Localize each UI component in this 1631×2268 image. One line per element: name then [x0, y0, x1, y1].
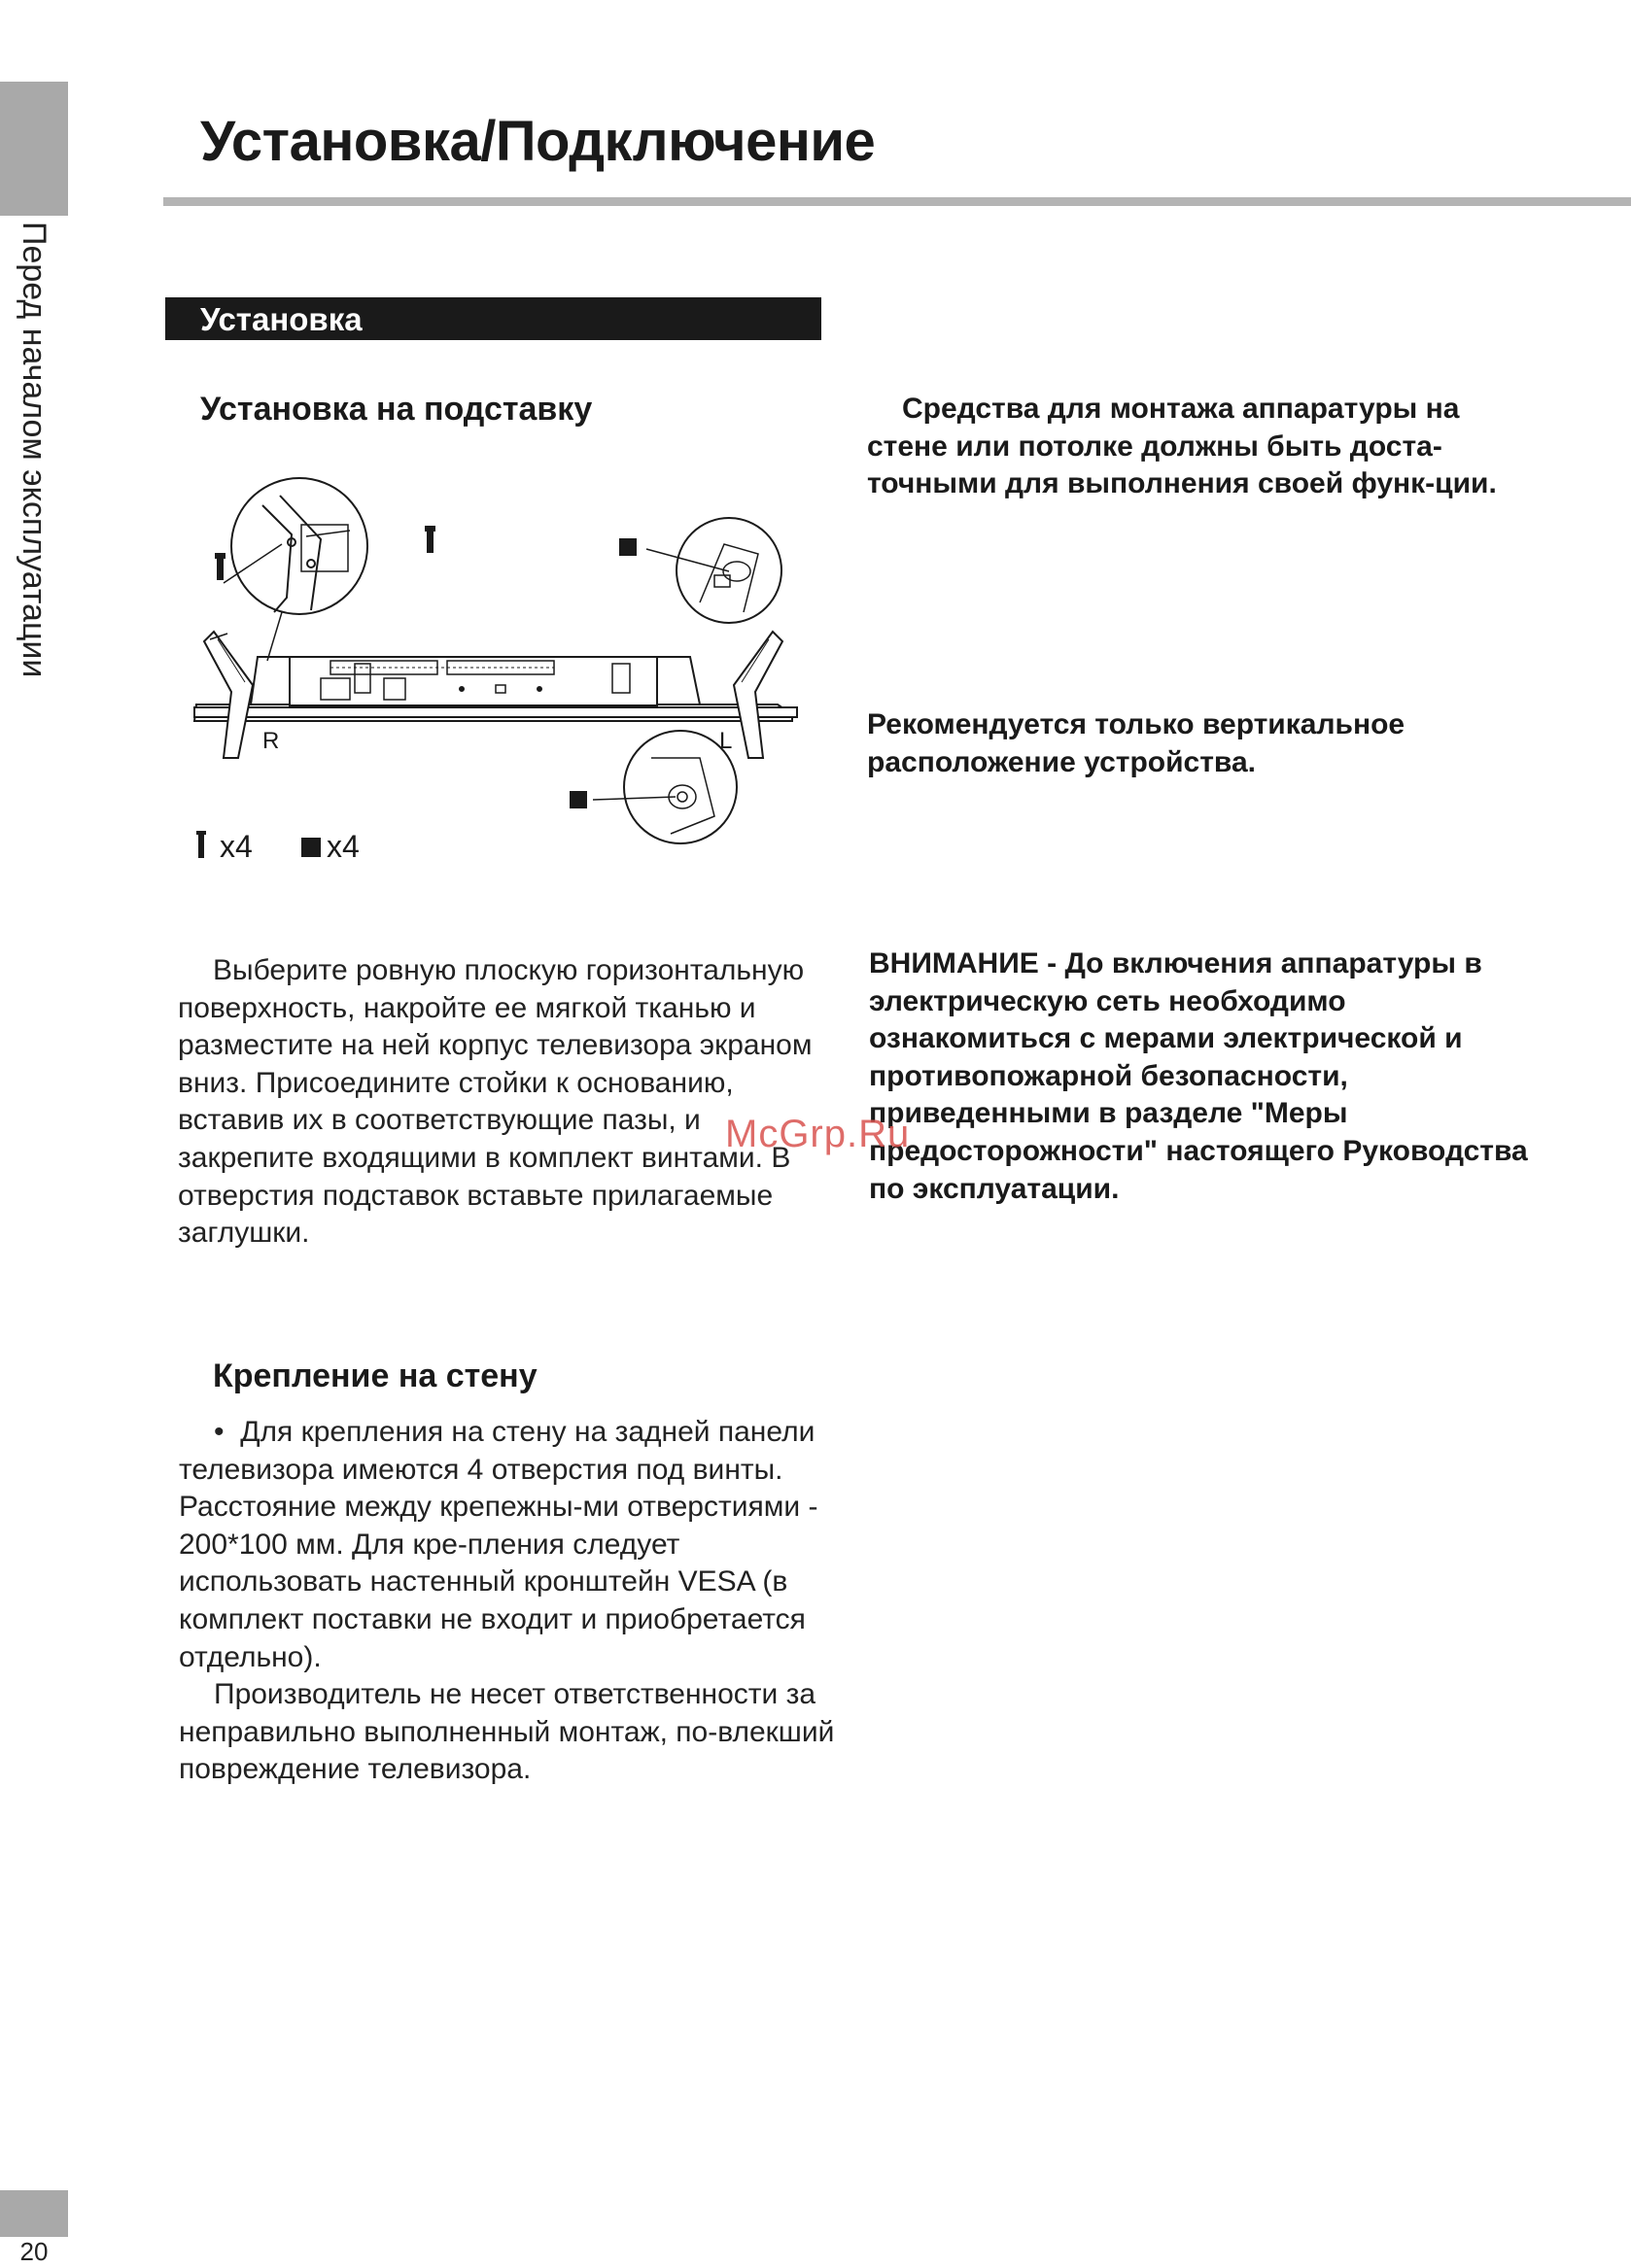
page-title: Установка/Подключение — [200, 110, 876, 173]
stand-instructions — [178, 952, 839, 1253]
page-number-marker — [0, 2190, 68, 2237]
zoom-detail-screws — [224, 478, 367, 661]
note-warning-text: ВНИМАНИЕ - До включения аппаратуры в электрическую сеть необходимо ознакомиться с мерами электрической и противопожарной безопасности, приведенными в разделе "Меры предосторожности" настоящего Руководства по эксплуатации. — [869, 947, 1528, 1205]
wall-heading: Крепление на стену — [213, 1357, 538, 1394]
screw-count: x4 — [220, 829, 253, 864]
note-mounting-text: Средства для монтажа аппаратуры на стене или потолке должны быть доста-точными для выполнения своей функ-ции. — [867, 393, 1497, 500]
page-number: 20 — [19, 2237, 49, 2266]
zoom-detail-cap-bottom — [570, 731, 737, 843]
note-vertical-text: Рекомендуется только вертикальное расположение устройства. — [867, 708, 1405, 778]
section-label: Установка — [200, 301, 363, 337]
cap-legend-icon — [301, 838, 321, 857]
cap-count: x4 — [327, 829, 360, 864]
note-warning — [869, 945, 1530, 1208]
section-bar — [165, 297, 821, 340]
zoom-detail-cap-top — [619, 518, 781, 623]
stand-leg-left — [734, 632, 782, 758]
stand-instructions-text: Выберите ровную плоскую горизонтальную поверхность, накройте ее мягкой тканью и разместите на ней корпус телевизора экраном вниз. Присоедините стойки к основанию, вставив их в соответствующие пазы, и закрепите входящими в комплект винтами. В отверстия подставок вставьте прилагаемые заглушки. — [178, 954, 813, 1250]
wall-bullet: • Для крепления на стену на задней панели телевизора имеются 4 отверстия под винты. Расстояние между крепежны-ми отверстиями - 200*100 мм. Для кре-пления следует использовать настенный кронштейн VESA (в комплект поставки не входит и приобретается отдельно). — [179, 1416, 818, 1673]
label-r: R — [262, 728, 280, 754]
side-chapter-title: Перед началом эксплуатации — [16, 222, 52, 678]
screw-legend-icon — [196, 831, 206, 858]
note-vertical — [867, 706, 1528, 781]
note-mounting — [867, 391, 1528, 503]
title-divider — [163, 197, 1631, 206]
wall-instructions — [179, 1414, 850, 1789]
stand-assembly-diagram — [185, 466, 807, 875]
stand-leg-right — [204, 632, 253, 758]
tv-body-illustration — [194, 657, 797, 721]
watermark: McGrp.Ru — [725, 1113, 911, 1155]
label-l: L — [719, 728, 733, 754]
stand-heading: Установка на подставку — [200, 391, 593, 428]
side-tab-marker — [0, 82, 68, 216]
wall-bullet-text: Для крепления на стену на задней панели телевизора имеются 4 отверстия под винты. Расстояние между крепежны-ми отверстиями - 200*100 мм. Для кре-пления следует использовать настенный кронштейн VESA (в комплект поставки не входит и приобретается отдельно). — [179, 1416, 818, 1673]
wall-disclaimer: Производитель не несет ответственности за неправильно выполненный монтаж, по-влекший повреждение телевизора. — [179, 1678, 835, 1786]
